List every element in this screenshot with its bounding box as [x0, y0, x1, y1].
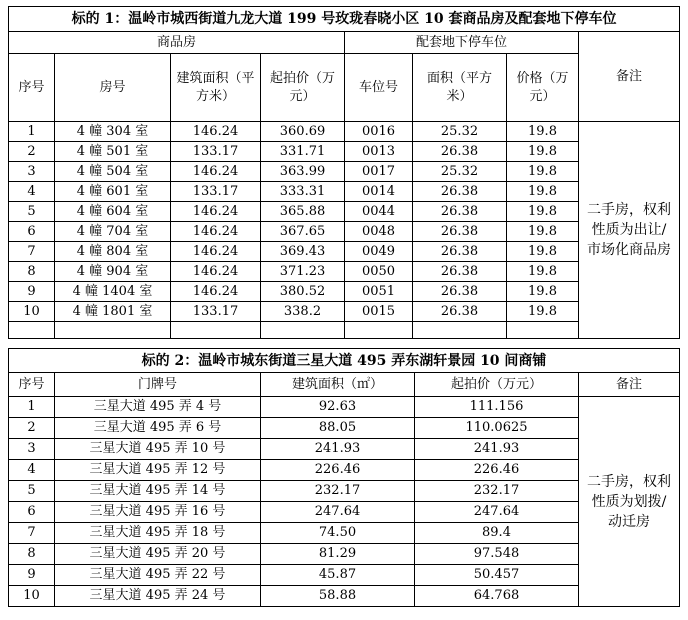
header-space-price: 价格（万元） [507, 54, 579, 122]
cell-space-no: 0015 [345, 302, 413, 322]
cell-space-price: 19.8 [507, 142, 579, 162]
header-area: 建筑面积（㎡） [261, 373, 415, 397]
empty-cell [9, 322, 55, 339]
empty-cell [345, 322, 413, 339]
cell-room: 4 幢 804 室 [55, 242, 171, 262]
cell-area: 146.24 [171, 242, 261, 262]
header-seq: 序号 [9, 54, 55, 122]
cell-room: 4 幢 904 室 [55, 262, 171, 282]
cell-space-area: 26.38 [413, 282, 507, 302]
cell-door: 三星大道 495 弄 4 号 [55, 397, 261, 418]
cell-area: 247.64 [261, 502, 415, 523]
cell-space-no: 0050 [345, 262, 413, 282]
cell-price: 89.4 [415, 523, 579, 544]
cell-seq: 6 [9, 502, 55, 523]
cell-seq: 2 [9, 142, 55, 162]
cell-price: 365.88 [261, 202, 345, 222]
cell-area: 58.88 [261, 586, 415, 607]
header-area: 建筑面积（平方米） [171, 54, 261, 122]
cell-price: 232.17 [415, 481, 579, 502]
cell-door: 三星大道 495 弄 24 号 [55, 586, 261, 607]
cell-seq: 7 [9, 242, 55, 262]
cell-space-area: 26.38 [413, 142, 507, 162]
table-row [9, 122, 680, 142]
cell-door: 三星大道 495 弄 6 号 [55, 418, 261, 439]
cell-space-area: 25.32 [413, 122, 507, 142]
cell-space-no: 0013 [345, 142, 413, 162]
cell-seq: 2 [9, 418, 55, 439]
lot2-header-row [9, 373, 680, 397]
header-remark: 备注 [579, 373, 680, 397]
header-remark: 备注 [579, 32, 680, 122]
cell-area: 241.93 [261, 439, 415, 460]
cell-area: 146.24 [171, 202, 261, 222]
header-room: 房号 [55, 54, 171, 122]
cell-space-no: 0044 [345, 202, 413, 222]
cell-space-area: 26.38 [413, 202, 507, 222]
cell-space-price: 19.8 [507, 262, 579, 282]
remark-cell: 二手房，权利性质为出让/市场化商品房 [579, 122, 680, 339]
cell-price: 331.71 [261, 142, 345, 162]
cell-price: 380.52 [261, 282, 345, 302]
cell-space-price: 19.8 [507, 302, 579, 322]
cell-area: 146.24 [171, 282, 261, 302]
cell-seq: 3 [9, 162, 55, 182]
cell-price: 97.548 [415, 544, 579, 565]
cell-price: 367.65 [261, 222, 345, 242]
header-seq: 序号 [9, 373, 55, 397]
cell-area: 146.24 [171, 222, 261, 242]
cell-room: 4 幢 304 室 [55, 122, 171, 142]
cell-price: 226.46 [415, 460, 579, 481]
cell-price: 110.0625 [415, 418, 579, 439]
cell-seq: 4 [9, 182, 55, 202]
header-price: 起拍价（万元） [415, 373, 579, 397]
cell-space-no: 0048 [345, 222, 413, 242]
cell-area: 133.17 [171, 302, 261, 322]
cell-price: 50.457 [415, 565, 579, 586]
cell-area: 133.17 [171, 182, 261, 202]
cell-room: 4 幢 1404 室 [55, 282, 171, 302]
cell-space-no: 0016 [345, 122, 413, 142]
header-space-no: 车位号 [345, 54, 413, 122]
cell-space-price: 19.8 [507, 282, 579, 302]
cell-space-price: 19.8 [507, 182, 579, 202]
cell-room: 4 幢 704 室 [55, 222, 171, 242]
cell-seq: 6 [9, 222, 55, 242]
cell-space-area: 26.38 [413, 182, 507, 202]
cell-room: 4 幢 504 室 [55, 162, 171, 182]
cell-space-area: 26.38 [413, 262, 507, 282]
cell-seq: 9 [9, 282, 55, 302]
cell-seq: 10 [9, 586, 55, 607]
cell-seq: 5 [9, 481, 55, 502]
cell-price: 369.43 [261, 242, 345, 262]
empty-cell [507, 322, 579, 339]
cell-price: 363.99 [261, 162, 345, 182]
cell-seq: 7 [9, 523, 55, 544]
cell-price: 338.2 [261, 302, 345, 322]
cell-price: 111.156 [415, 397, 579, 418]
cell-price: 64.768 [415, 586, 579, 607]
cell-area: 232.17 [261, 481, 415, 502]
lot2-table [8, 348, 680, 607]
empty-cell [171, 322, 261, 339]
lot1-title-row [9, 7, 680, 32]
cell-area: 74.50 [261, 523, 415, 544]
cell-space-no: 0014 [345, 182, 413, 202]
remark-cell: 二手房，权利性质为划拨/动迁房 [579, 397, 680, 607]
cell-space-no: 0017 [345, 162, 413, 182]
cell-door: 三星大道 495 弄 16 号 [55, 502, 261, 523]
cell-seq: 4 [9, 460, 55, 481]
cell-area: 88.05 [261, 418, 415, 439]
cell-room: 4 幢 601 室 [55, 182, 171, 202]
cell-seq: 9 [9, 565, 55, 586]
cell-price: 247.64 [415, 502, 579, 523]
cell-door: 三星大道 495 弄 14 号 [55, 481, 261, 502]
cell-space-price: 19.8 [507, 162, 579, 182]
cell-area: 146.24 [171, 122, 261, 142]
cell-area: 146.24 [171, 262, 261, 282]
cell-space-area: 26.38 [413, 302, 507, 322]
empty-cell [413, 322, 507, 339]
cell-space-price: 19.8 [507, 122, 579, 142]
cell-seq: 8 [9, 262, 55, 282]
cell-space-no: 0049 [345, 242, 413, 262]
group-house: 商品房 [9, 32, 345, 54]
cell-space-price: 19.8 [507, 222, 579, 242]
cell-door: 三星大道 495 弄 20 号 [55, 544, 261, 565]
cell-space-price: 19.8 [507, 242, 579, 262]
empty-cell [55, 322, 171, 339]
cell-seq: 3 [9, 439, 55, 460]
cell-door: 三星大道 495 弄 22 号 [55, 565, 261, 586]
cell-space-area: 25.32 [413, 162, 507, 182]
cell-seq: 1 [9, 397, 55, 418]
cell-area: 45.87 [261, 565, 415, 586]
cell-door: 三星大道 495 弄 12 号 [55, 460, 261, 481]
cell-price: 333.31 [261, 182, 345, 202]
empty-cell [261, 322, 345, 339]
cell-room: 4 幢 1801 室 [55, 302, 171, 322]
cell-seq: 5 [9, 202, 55, 222]
cell-area: 146.24 [171, 162, 261, 182]
group-parking: 配套地下停车位 [345, 32, 579, 54]
cell-seq: 10 [9, 302, 55, 322]
lot1-table [8, 6, 680, 339]
cell-room: 4 幢 501 室 [55, 142, 171, 162]
cell-space-price: 19.8 [507, 202, 579, 222]
cell-seq: 1 [9, 122, 55, 142]
header-price: 起拍价（万元） [261, 54, 345, 122]
header-door: 门牌号 [55, 373, 261, 397]
cell-area: 92.63 [261, 397, 415, 418]
lot1-title: 标的 1：温岭市城西街道九龙大道 199 号玫珑春晓小区 10 套商品房及配套地下停车位 [9, 7, 680, 32]
cell-door: 三星大道 495 弄 18 号 [55, 523, 261, 544]
cell-space-area: 26.38 [413, 242, 507, 262]
header-space-area: 面积（平方米） [413, 54, 507, 122]
cell-area: 226.46 [261, 460, 415, 481]
lot1-group-row [9, 32, 680, 54]
lot2-title: 标的 2：温岭市城东街道三星大道 495 弄东湖轩景园 10 间商铺 [9, 349, 680, 373]
table-row [9, 397, 680, 418]
cell-area: 133.17 [171, 142, 261, 162]
lot2-title-row [9, 349, 680, 373]
cell-room: 4 幢 604 室 [55, 202, 171, 222]
cell-area: 81.29 [261, 544, 415, 565]
cell-space-area: 26.38 [413, 222, 507, 242]
cell-price: 371.23 [261, 262, 345, 282]
cell-price: 360.69 [261, 122, 345, 142]
cell-space-no: 0051 [345, 282, 413, 302]
cell-price: 241.93 [415, 439, 579, 460]
cell-door: 三星大道 495 弄 10 号 [55, 439, 261, 460]
cell-seq: 8 [9, 544, 55, 565]
